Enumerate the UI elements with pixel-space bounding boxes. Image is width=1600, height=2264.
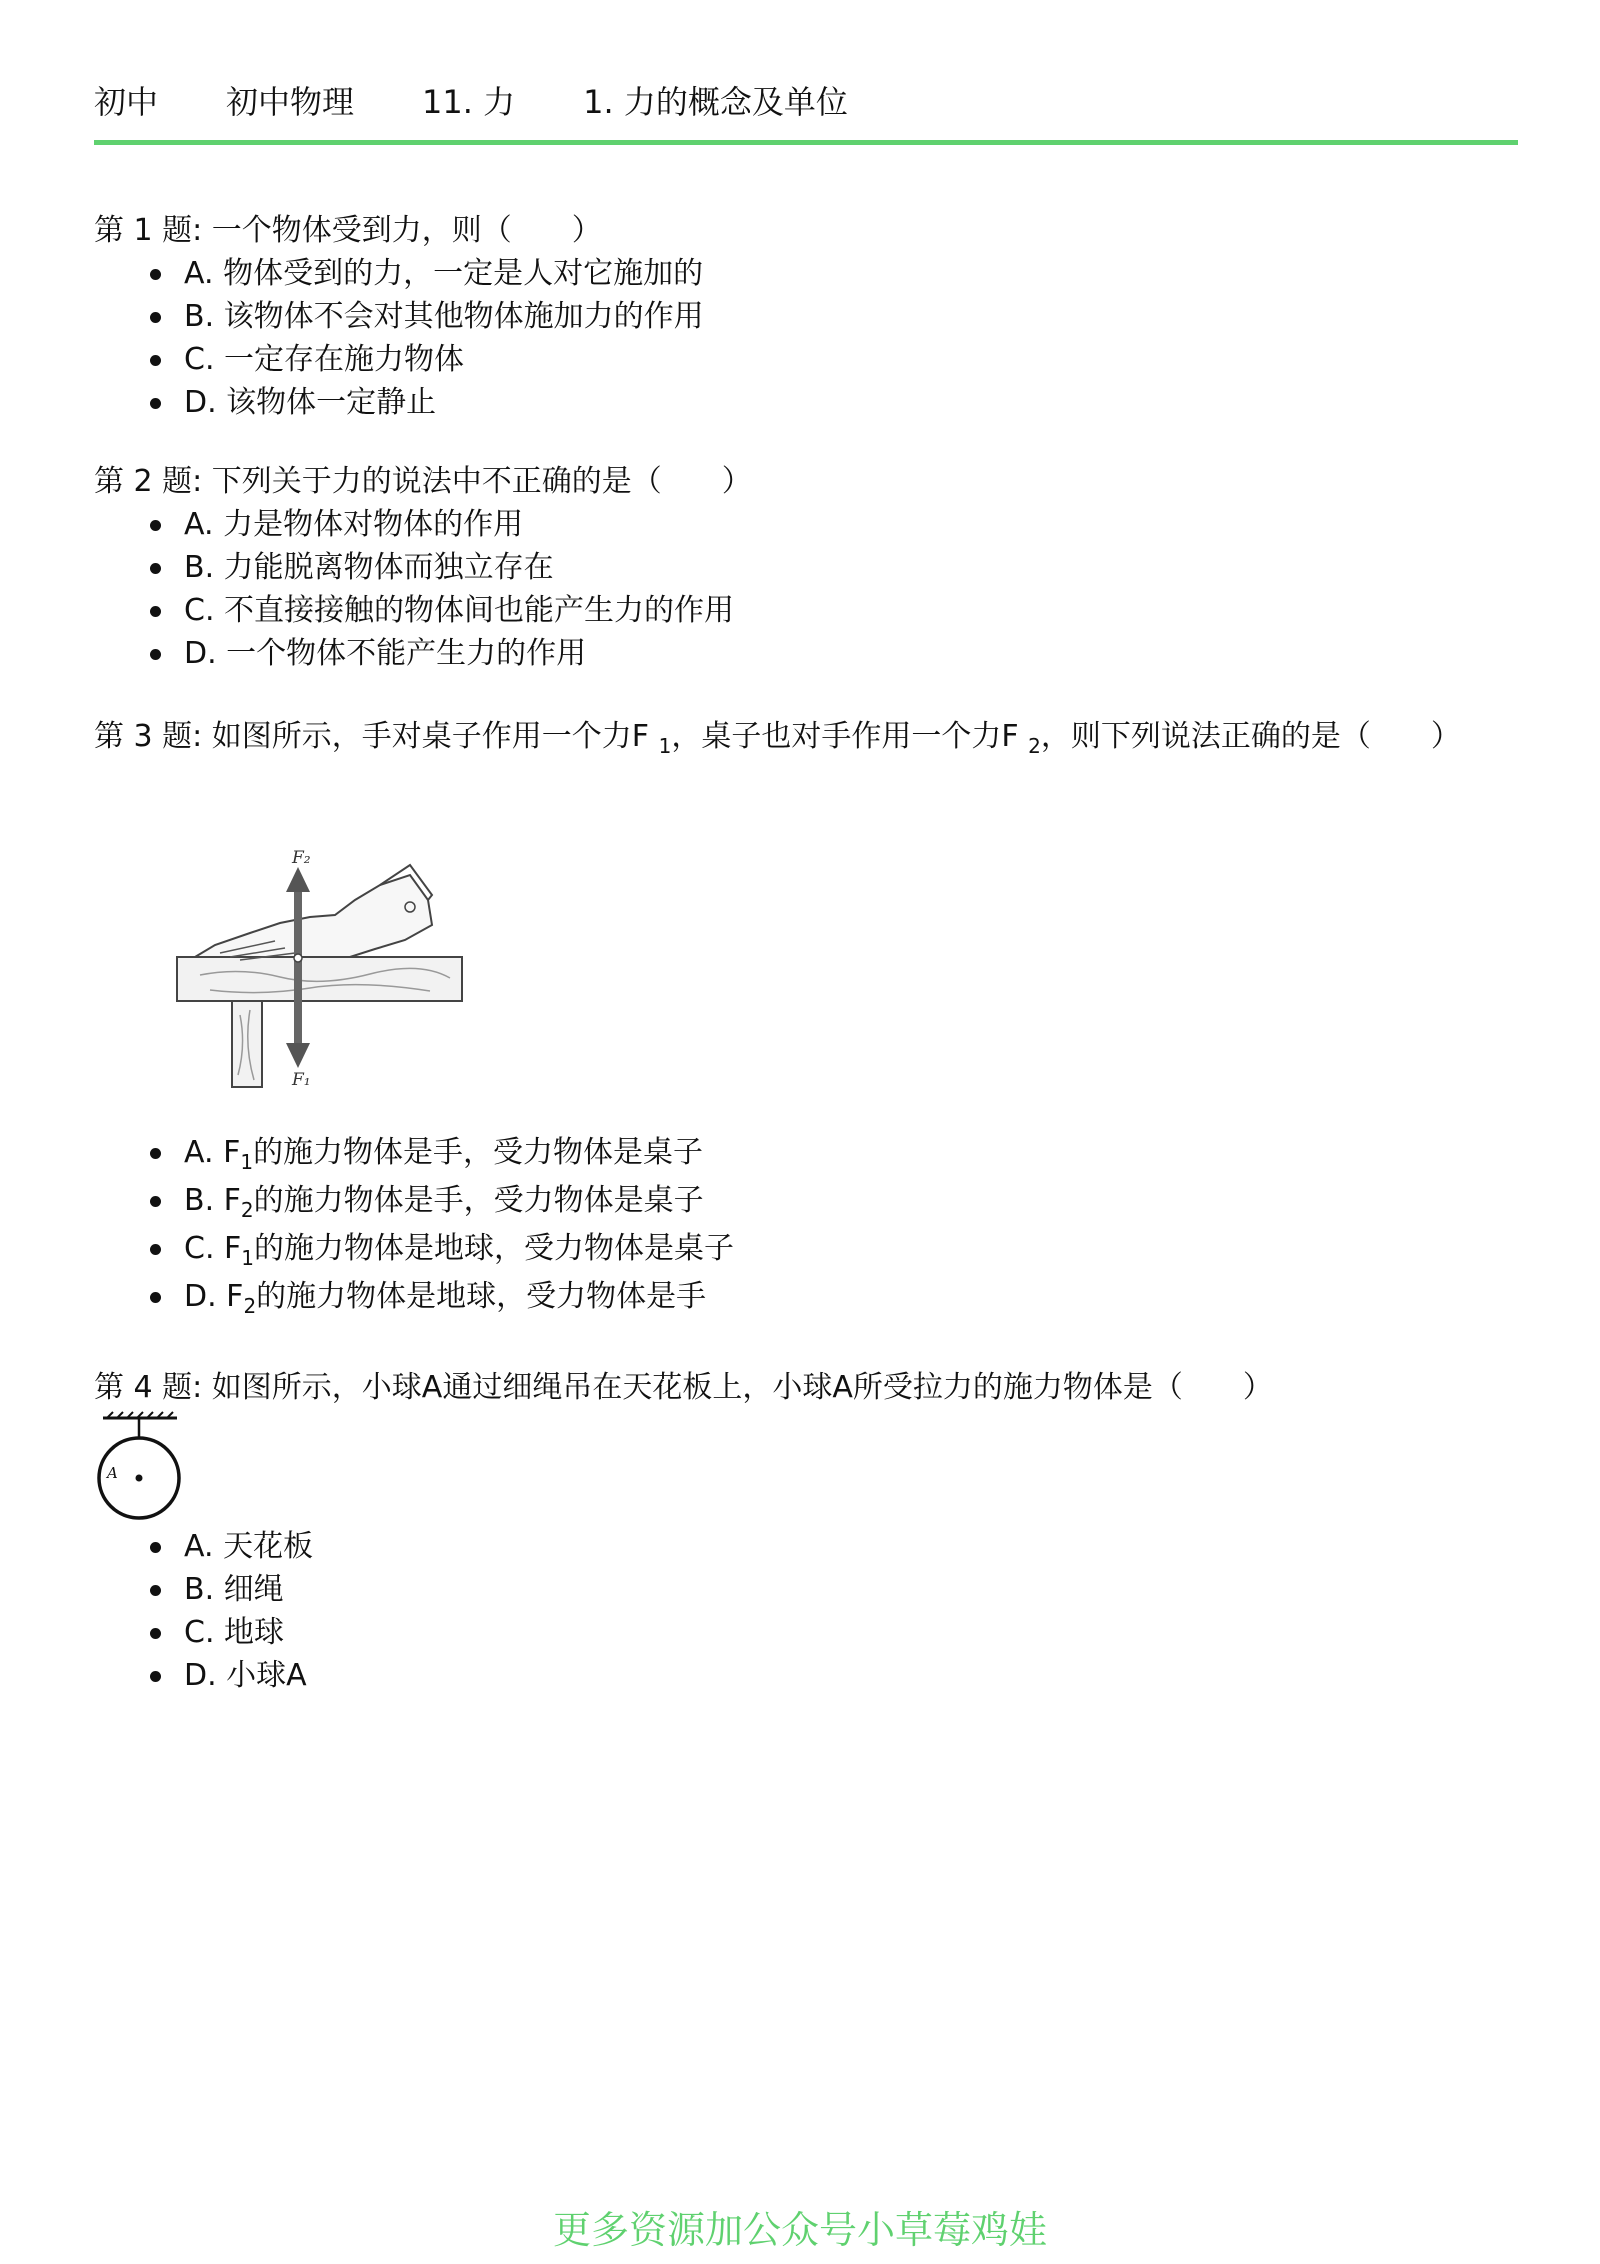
option-text: D. 该物体一定静止 [184, 385, 437, 420]
option-text: 的施力物体是手，受力物体是桌子 [253, 1135, 704, 1170]
option-item[interactable] [142, 1273, 734, 1321]
table-top [177, 957, 462, 1001]
question-2-title: 第 2 题: 下列关于力的说法中不正确的是（ ） [94, 464, 752, 499]
force-arrow-down-icon [286, 1043, 310, 1068]
question-4-title: 第 4 题: 如图所示，小球A通过细绳吊在天花板上，小球A所受拉力的施力物体是（ ） [94, 1370, 1273, 1405]
option-item[interactable] [142, 381, 704, 424]
option-item[interactable] [142, 503, 734, 546]
force-arrow-up-icon [286, 867, 310, 892]
bullet-icon [150, 606, 161, 617]
bullet-icon [150, 1628, 161, 1639]
title-text: 第 3 题: 如图所示，手对桌子作用一个力F [94, 719, 659, 754]
subscript: 2 [243, 1294, 257, 1318]
subscript: 2 [240, 1198, 254, 1222]
footer-promo-text: 更多资源加公众号小草莓鸡娃 [552, 2208, 1047, 2252]
option-text: B. 细绳 [184, 1572, 284, 1607]
question-1-options [142, 252, 704, 424]
subscript: 2 [1028, 734, 1041, 758]
bullet-icon [150, 649, 161, 660]
option-item[interactable] [142, 1568, 313, 1611]
question-3-title [94, 714, 1494, 760]
option-text: C. 地球 [184, 1615, 285, 1650]
option-text: A. 物体受到的力，一定是人对它施加的 [184, 256, 704, 291]
option-item[interactable] [142, 1177, 734, 1225]
subscript: 1 [658, 734, 672, 758]
header-divider [94, 140, 1518, 145]
option-item[interactable] [142, 546, 734, 589]
figure-label-a: A [107, 1464, 118, 1482]
bullet-icon [150, 520, 161, 531]
option-text: B. 该物体不会对其他物体施加力的作用 [184, 299, 704, 334]
option-item[interactable] [142, 295, 704, 338]
figure-label-bottom: F₁ [292, 1070, 311, 1090]
figure-label-top: F₂ [292, 848, 311, 868]
subscript: 1 [241, 1246, 255, 1270]
option-text: B. F [184, 1183, 241, 1218]
breadcrumb-level[interactable]: 初中 [94, 83, 159, 121]
hand-on-table-figure [170, 845, 465, 1090]
option-text: D. F [184, 1279, 244, 1314]
question-1-title: 第 1 题: 一个物体受到力，则（ ） [94, 213, 602, 248]
bullet-icon [150, 398, 161, 409]
table-leg [232, 1001, 262, 1087]
bullet-icon [150, 1244, 161, 1255]
option-item[interactable] [142, 1611, 313, 1654]
option-text: C. 不直接接触的物体间也能产生力的作用 [184, 593, 735, 628]
bullet-icon [150, 1196, 161, 1207]
option-item[interactable] [142, 589, 734, 632]
bullet-icon [150, 1542, 161, 1553]
option-text: D. 一个物体不能产生力的作用 [184, 636, 587, 671]
option-text: 的施力物体是地球，受力物体是手 [256, 1279, 707, 1314]
option-item[interactable] [142, 338, 704, 381]
title-text: ，则下列说法正确的是（ ） [1040, 719, 1461, 754]
option-text: 的施力物体是地球，受力物体是桌子 [254, 1231, 735, 1266]
breadcrumb-section[interactable]: 1. 力的概念及单位 [583, 83, 848, 121]
option-item[interactable] [142, 1525, 313, 1568]
option-item[interactable] [142, 632, 734, 675]
bullet-icon [150, 1148, 161, 1159]
bullet-icon [150, 1671, 161, 1682]
option-text: C. 一定存在施力物体 [184, 342, 465, 377]
breadcrumb-chapter[interactable]: 11. 力 [422, 83, 516, 121]
title-text: ，桌子也对手作用一个力F [671, 719, 1029, 754]
option-text: D. 小球A [184, 1658, 307, 1693]
question-2-options [142, 503, 734, 675]
bullet-icon [150, 355, 161, 366]
option-item[interactable] [142, 252, 704, 295]
option-item[interactable] [142, 1225, 734, 1273]
question-4-options [142, 1525, 313, 1697]
option-text: A. F [184, 1135, 241, 1170]
bullet-icon [150, 312, 161, 323]
hanging-ball-figure [95, 1410, 185, 1522]
breadcrumb [94, 78, 848, 126]
option-item[interactable] [142, 1129, 734, 1177]
bullet-icon [150, 1292, 161, 1303]
bullet-icon [150, 563, 161, 574]
bullet-icon [150, 1585, 161, 1596]
option-text: 的施力物体是手，受力物体是桌子 [253, 1183, 704, 1218]
option-text: A. 力是物体对物体的作用 [184, 507, 524, 542]
breadcrumb-subject[interactable]: 初中物理 [226, 83, 355, 121]
question-3-options [142, 1129, 734, 1321]
option-text: A. 天花板 [184, 1529, 314, 1564]
option-item[interactable] [142, 1654, 313, 1697]
option-text: C. F [184, 1231, 242, 1266]
option-text: B. 力能脱离物体而独立存在 [184, 550, 554, 585]
hand-shape [195, 875, 432, 957]
bullet-icon [150, 269, 161, 280]
subscript: 1 [240, 1150, 254, 1174]
